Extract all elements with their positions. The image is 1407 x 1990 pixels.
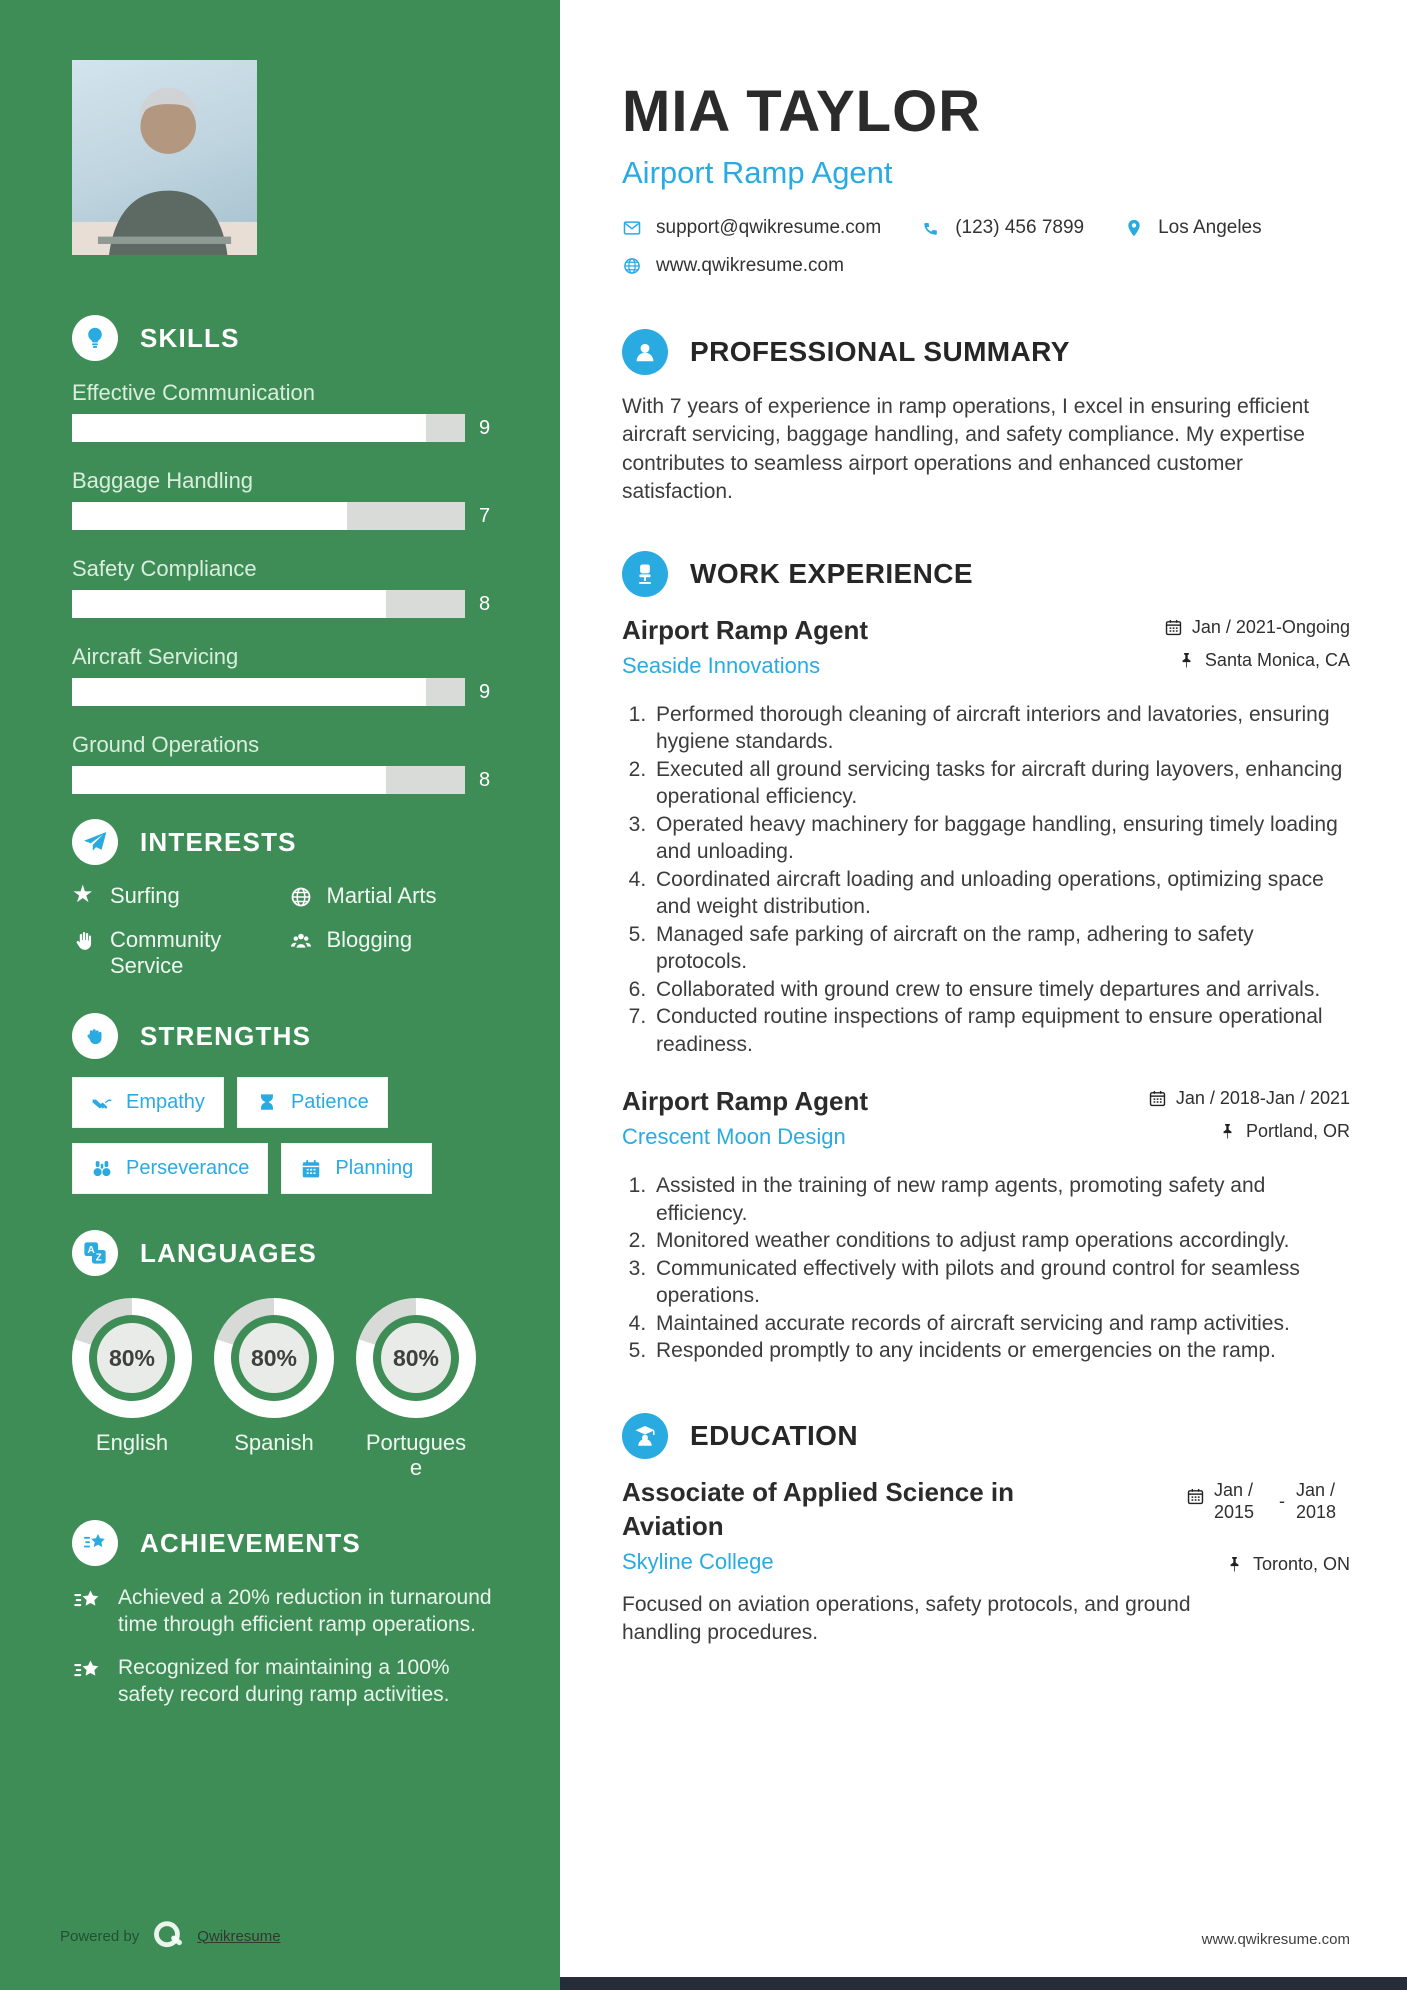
skill-value: 7 <box>479 504 491 527</box>
phone-text: (123) 456 7899 <box>955 216 1085 238</box>
interest-item <box>289 927 506 979</box>
interest-label: Blogging <box>326 927 413 952</box>
skill-label: Ground Operations <box>72 732 260 757</box>
language-label: Spanish <box>234 1430 314 1455</box>
job-company: Seaside Innovations <box>622 652 821 678</box>
shooting-star-icon <box>72 1520 118 1566</box>
language-percent: 80% <box>250 1344 298 1371</box>
strength-label: Planning <box>335 1157 414 1179</box>
fist-icon <box>72 1013 118 1059</box>
hand-icon <box>72 929 96 953</box>
skill-value: 8 <box>479 768 491 791</box>
contact-row <box>622 255 1350 277</box>
qwikresume-logo-icon <box>150 1918 186 1954</box>
handshake-icon <box>91 1092 113 1114</box>
globe-icon <box>622 256 642 276</box>
star-icon: ★ <box>72 881 94 908</box>
experience-bullet: 1. Assisted in the training of new ramp agents, promoting safety and efficiency. <box>652 1172 1350 1227</box>
skill-item <box>72 731 505 794</box>
skill-value: 9 <box>479 680 491 703</box>
strength-chip <box>237 1077 388 1128</box>
skill-label: Safety Compliance <box>72 556 257 581</box>
language-progress-ring <box>356 1298 476 1418</box>
interest-label: Surfing <box>110 883 180 908</box>
email-contact <box>622 217 881 239</box>
experience-bullet: 3. Operated heavy machinery for baggage handling, ensuring timely loading and unloading. <box>652 811 1350 866</box>
language-label: Portuguese <box>365 1430 467 1480</box>
shooting-star-icon <box>72 1586 102 1616</box>
language-percent: 80% <box>108 1344 156 1371</box>
experience-bullet: 2. Executed all ground servicing tasks for aircraft during layovers, enhancing operational efficiency. <box>652 756 1350 811</box>
portrait-illustration <box>72 60 257 255</box>
education-section <box>622 1413 1350 1648</box>
person-icon <box>622 329 668 375</box>
degree-name: Associate of Applied Science in Aviation <box>622 1476 1015 1541</box>
office-chair-icon <box>622 551 668 597</box>
education-title: EDUCATION <box>690 1419 858 1451</box>
profile-photo <box>72 60 257 255</box>
shooting-star-icon <box>72 1656 102 1686</box>
translate-icon <box>72 1230 118 1276</box>
interest-label: Community Service <box>110 927 222 978</box>
achievement-text: Recognized for maintaining a 100% safety record during ramp activities. <box>118 1656 450 1706</box>
summary-title: PROFESSIONAL SUMMARY <box>690 335 1070 367</box>
language-percent: 80% <box>392 1344 440 1371</box>
strength-chip <box>72 1077 224 1128</box>
language-item <box>214 1298 334 1480</box>
skill-label: Baggage Handling <box>72 468 254 493</box>
calendar-icon <box>300 1158 322 1180</box>
binoculars-icon <box>91 1158 113 1180</box>
pushpin-icon <box>1225 1555 1244 1574</box>
job-location: Portland, OR <box>1218 1121 1350 1142</box>
strength-label: Perseverance <box>126 1157 250 1179</box>
experience-section <box>622 551 1350 1365</box>
experience-bullet: 4. Coordinated aircraft loading and unloading operations, optimizing space and weight distribution. <box>652 866 1350 921</box>
summary-section <box>622 329 1350 507</box>
skill-label: Effective Communication <box>72 380 315 405</box>
achievement-item <box>72 1654 505 1708</box>
strength-chip <box>281 1143 432 1194</box>
candidate-job-title: Airport Ramp Agent <box>622 154 893 190</box>
main-content <box>560 0 1407 1990</box>
education-entry <box>622 1475 1350 1648</box>
bottom-bar <box>560 1977 1407 1990</box>
interest-item <box>289 883 506 909</box>
globe-icon <box>289 885 313 909</box>
graduation-cap-icon <box>622 1413 668 1459</box>
skill-item <box>72 379 505 442</box>
strengths-title: STRENGTHS <box>140 1020 312 1051</box>
experience-bullet: 3. Communicated effectively with pilots and ground control for seamless operations. <box>652 1255 1350 1310</box>
skills-section <box>72 315 505 794</box>
pushpin-icon <box>1177 651 1196 670</box>
job-entry <box>622 613 1350 1059</box>
language-progress-ring <box>214 1298 334 1418</box>
job-company: Crescent Moon Design <box>622 1124 846 1150</box>
interests-section <box>72 819 505 979</box>
strength-chip <box>72 1143 268 1194</box>
skill-item <box>72 467 505 530</box>
achievements-section <box>72 1520 505 1708</box>
website-text: www.qwikresume.com <box>656 254 844 276</box>
language-item <box>356 1298 476 1480</box>
candidate-name: MIA TAYLOR <box>622 79 982 144</box>
skill-value: 8 <box>479 592 491 615</box>
experience-bullet: 2. Monitored weather conditions to adjust ramp operations accordingly. <box>652 1227 1350 1255</box>
skill-label: Aircraft Servicing <box>72 644 239 669</box>
achievements-title: ACHIEVEMENTS <box>140 1527 361 1558</box>
strengths-section <box>72 1013 505 1194</box>
education-dates: Jan / 2015 - Jan / 2018 <box>1186 1479 1350 1524</box>
job-dates: Jan / 2018-Jan / 2021 <box>1148 1088 1350 1109</box>
education-description: Focused on aviation operations, safety protocols, and ground handling procedures. <box>622 1592 1191 1645</box>
job-bullets <box>622 701 1350 1059</box>
language-label: English <box>95 1430 169 1455</box>
education-location: Toronto, ON <box>1225 1554 1350 1575</box>
skill-value: 9 <box>479 416 491 439</box>
calendar-icon <box>1186 1487 1205 1506</box>
job-role: Airport Ramp Agent <box>622 614 869 645</box>
languages-section <box>72 1230 505 1480</box>
job-role: Airport Ramp Agent <box>622 1086 869 1117</box>
experience-bullet: 4. Maintained accurate records of aircraft servicing and ramp activities. <box>652 1310 1350 1338</box>
interests-title: INTERESTS <box>140 826 297 857</box>
skill-bar <box>72 678 465 706</box>
experience-title: WORK EXPERIENCE <box>690 557 973 589</box>
sidebar <box>0 0 560 1990</box>
hourglass-icon <box>256 1092 278 1114</box>
skill-bar <box>72 766 465 794</box>
location-pin-icon <box>1124 218 1144 238</box>
powered-by <box>60 1918 281 1954</box>
interest-label: Martial Arts <box>326 883 437 908</box>
resume-header <box>622 79 1350 277</box>
skills-title: SKILLS <box>140 322 240 353</box>
job-entry <box>622 1084 1350 1365</box>
email-icon <box>622 218 642 238</box>
experience-bullet: 6. Collaborated with ground crew to ensure timely departures and arrivals. <box>652 976 1350 1004</box>
calendar-icon <box>1164 618 1183 637</box>
languages-title: LANGUAGES <box>140 1237 317 1268</box>
footer-website: www.qwikresume.com <box>1201 1931 1350 1948</box>
location-contact <box>1124 217 1262 239</box>
pushpin-icon <box>1218 1122 1237 1141</box>
skill-item <box>72 643 505 706</box>
skill-bar <box>72 502 465 530</box>
interest-item <box>72 883 289 909</box>
language-item <box>72 1298 192 1480</box>
achievement-item <box>72 1584 505 1638</box>
lightbulb-icon <box>72 315 118 361</box>
skill-bar <box>72 590 465 618</box>
website-contact <box>622 255 844 277</box>
summary-text: With 7 years of experience in ramp operations, I excel in ensuring efficient aircraft servicing, baggage handling, and safety compliance. My expertise contributes to seamless airport operations and enhanced customer satisfaction. <box>622 394 1310 504</box>
school-name: Skyline College <box>622 1548 774 1574</box>
phone-icon <box>921 218 941 238</box>
skill-item <box>72 555 505 618</box>
experience-bullet: 5. Managed safe parking of aircraft on the ramp, adhering to safety protocols. <box>652 921 1350 976</box>
experience-bullet: 7. Conducted routine inspections of ramp equipment to ensure operational readiness. <box>652 1003 1350 1058</box>
experience-bullet: 1. Performed thorough cleaning of aircraft interiors and lavatories, ensuring hygiene standards. <box>652 701 1350 756</box>
job-dates: Jan / 2021-Ongoing <box>1164 617 1350 638</box>
strength-label: Empathy <box>126 1091 205 1113</box>
calendar-icon <box>1148 1089 1167 1108</box>
phone-contact <box>921 217 1084 239</box>
paper-plane-icon <box>72 819 118 865</box>
job-bullets <box>622 1172 1350 1365</box>
contact-row <box>622 217 1350 239</box>
powered-by-label: Powered by <box>60 1927 140 1945</box>
language-progress-ring <box>72 1298 192 1418</box>
qwikresume-link[interactable]: Qwikresume <box>197 1927 281 1945</box>
strength-label: Patience <box>290 1091 369 1113</box>
email-text: support@qwikresume.com <box>656 216 882 238</box>
job-location: Santa Monica, CA <box>1177 650 1350 671</box>
users-icon <box>289 929 313 953</box>
skill-bar <box>72 414 465 442</box>
experience-bullet: 5. Responded promptly to any incidents or emergencies on the ramp. <box>652 1337 1350 1365</box>
interest-item <box>72 927 289 979</box>
location-text: Los Angeles <box>1158 216 1262 238</box>
achievement-text: Achieved a 20% reduction in turnaround time through efficient ramp operations. <box>118 1586 492 1636</box>
